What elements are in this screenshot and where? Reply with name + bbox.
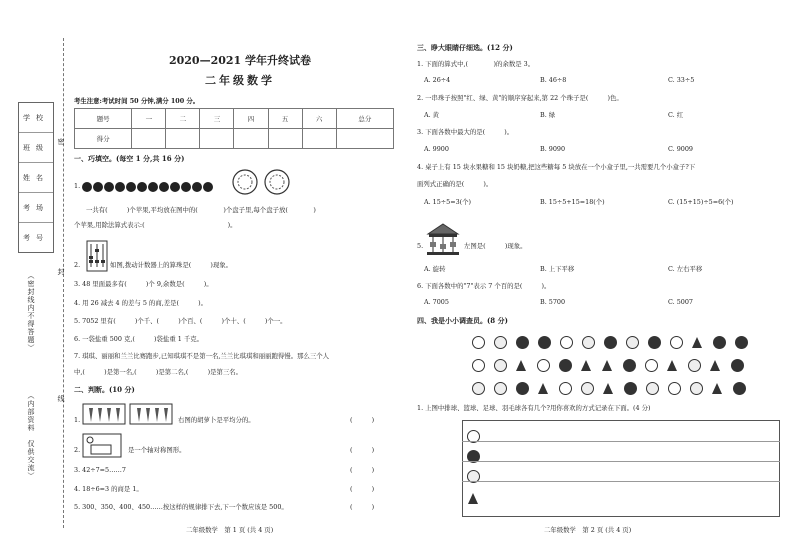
basketball-icon	[559, 359, 572, 372]
survey-question: 1. 上图中排球、篮球、足球、羽毛球各有几个?用你喜欢的方式记录在下面。(4 分)	[417, 404, 651, 412]
info-number: 考号	[23, 233, 49, 242]
q5-text: 5. 7052 里有( )个千、( )个百、( )个十、( )个一。	[74, 317, 287, 325]
basketball-icon	[516, 382, 529, 395]
record-area[interactable]	[462, 420, 780, 517]
score-cell[interactable]	[132, 129, 166, 149]
line-label: 线	[57, 395, 65, 403]
volleyball-icon	[645, 359, 658, 372]
judge-4-text: 4. 18÷6=3 的商是 1。	[74, 485, 143, 493]
score-header: 五	[268, 109, 302, 129]
score-header: 四	[234, 109, 268, 129]
mc1-option-b[interactable]: B. 46÷8	[540, 76, 567, 84]
cut-label: 封	[57, 268, 65, 276]
judge-2-number: 2.	[74, 446, 81, 454]
shuttlecock-icon	[516, 360, 526, 371]
soccer-ball-icon	[688, 359, 701, 372]
seal-line	[63, 38, 64, 528]
section1-title: 一、巧填空。(每空 1 分,共 16 分)	[74, 154, 185, 163]
mc3-option-c[interactable]: C. 9009	[668, 145, 693, 153]
soccer-ball-icon	[582, 336, 595, 349]
apple-icon	[170, 182, 180, 192]
score-header: 六	[302, 109, 336, 129]
basketball-icon	[604, 336, 617, 349]
volleyball-icon	[670, 336, 683, 349]
page-title: 2020—2021 学年升终试卷	[168, 54, 312, 67]
mc2-option-a[interactable]: A. 黄	[424, 111, 440, 119]
plates-figure	[232, 168, 302, 198]
abacus-icon	[86, 240, 108, 272]
mc2-option-c[interactable]: C. 红	[668, 111, 684, 119]
soccer-ball-icon	[494, 382, 507, 395]
basketball-icon	[713, 336, 726, 349]
mc6-text: 6. 下面各数中的"7"表示 7 个百的是( )。	[417, 282, 551, 290]
mc1-text: 1. 下面的算式中,( )的余数是 3。	[417, 60, 535, 68]
q6-text: 6. 一袋盐重 500 克,( )袋盐重 1 千克。	[74, 335, 204, 343]
judge-1-mark[interactable]: ( )	[350, 416, 375, 424]
exam-note: 考生注意:考试时间 50 分钟,满分 100 分。	[74, 97, 200, 105]
q3-text: 3. 48 里面最多有( )个 9,余数是( )。	[74, 280, 213, 288]
q1-line-b: 个苹果,用除法算式表示:( )。	[74, 221, 237, 229]
basketball-icon	[624, 382, 637, 395]
mc3-text: 3. 下面各数中最大的是( )。	[417, 128, 514, 136]
mc5-text: 左图是( )现象。	[464, 242, 527, 250]
apple-icon	[192, 182, 202, 192]
info-name: 姓名	[19, 163, 53, 193]
shuttlecock-icon	[603, 383, 613, 394]
judge-2-mark[interactable]: ( )	[350, 446, 375, 454]
q7-line-a: 7. 琪琪、丽丽和兰兰比赛跑步,已知琪琪不是第一名,兰兰比琪琪和丽丽跑得慢。那么三个人	[74, 352, 330, 360]
mc3-option-b[interactable]: B. 9090	[540, 145, 566, 153]
apple-icon	[181, 182, 191, 192]
mc3-option-a[interactable]: A. 9900	[424, 145, 449, 153]
footer-left: 二年级数学 第 1 页 (共 4 页)	[186, 526, 274, 534]
record-row-basketball	[467, 446, 489, 465]
q2-number: 2.	[74, 261, 81, 269]
shuttlecock-icon	[710, 360, 720, 371]
carrots-figure	[82, 403, 174, 425]
mc6-option-b[interactable]: B. 5700	[540, 298, 566, 306]
soccer-ball-icon	[494, 359, 507, 372]
section4-title: 四、我是小小调查员。(8 分)	[417, 316, 508, 325]
soccer-ball-icon	[690, 382, 703, 395]
shuttlecock-icon	[581, 360, 591, 371]
mc1-option-c[interactable]: C. 33÷5	[668, 76, 695, 84]
record-divider	[462, 481, 780, 482]
basketball-icon	[538, 336, 551, 349]
seal-note: （密封线内不得答题）	[27, 272, 35, 352]
mc4-option-b[interactable]: B. 15÷5+15=18(个)	[540, 198, 605, 206]
apple-icon	[148, 182, 158, 192]
judge-3-mark[interactable]: ( )	[350, 466, 375, 474]
info-school: 学校	[19, 103, 53, 133]
mc5-option-b[interactable]: B. 上下平移	[540, 265, 575, 273]
shuttlecock-icon	[712, 383, 722, 394]
q1-number: 1.	[74, 182, 81, 190]
record-row-volleyball	[467, 426, 489, 445]
mc6-option-a[interactable]: A. 7005	[424, 298, 449, 306]
volleyball-icon	[559, 382, 572, 395]
basketball-icon	[731, 359, 744, 372]
internal-note: （内部资料 仅供交流）	[27, 392, 35, 480]
apple-icon	[104, 182, 114, 192]
basketball-icon	[623, 359, 636, 372]
info-room: 考场	[19, 193, 53, 223]
soccer-ball-icon	[581, 382, 594, 395]
balls-row-1	[472, 332, 757, 351]
score-cell[interactable]	[234, 129, 268, 149]
student-info-box	[18, 102, 54, 253]
basketball-icon	[648, 336, 661, 349]
judge-1-number: 1.	[74, 416, 81, 424]
soccer-ball-icon	[494, 336, 507, 349]
seal-label: 密	[57, 138, 65, 146]
balls-row-3	[472, 378, 755, 397]
score-header: 总分	[336, 109, 393, 129]
plate-icon	[265, 170, 289, 194]
apple-icon	[93, 182, 103, 192]
score-header: 二	[166, 109, 200, 129]
basketball-icon	[733, 382, 746, 395]
apple-icon	[82, 182, 92, 192]
balls-row-2	[472, 355, 753, 374]
q7-line-b: 中,( )是第一名,( )是第二名,( )是第三名。	[74, 368, 243, 376]
score-header: 三	[200, 109, 234, 129]
basketball-icon	[735, 336, 748, 349]
score-table	[74, 108, 394, 149]
score-cell[interactable]	[200, 129, 234, 149]
soccer-ball-icon	[646, 382, 659, 395]
record-divider	[462, 441, 780, 442]
basketball-icon	[516, 336, 529, 349]
mc1-option-a[interactable]: A. 26÷4	[424, 76, 451, 84]
q4-text: 4. 用 26 减去 4 的差与 5 的商,差是( )。	[74, 299, 208, 307]
volleyball-icon	[560, 336, 573, 349]
section3-title: 三、睁大眼睛仔细选。(12 分)	[417, 43, 513, 52]
q2-text: 如图,拨动计数器上的算珠是( )现象。	[110, 261, 233, 269]
info-class: 班级	[19, 133, 53, 163]
mc4-line-b: 面列式正确的是( )。	[417, 180, 493, 188]
judge-4-mark[interactable]: ( )	[350, 485, 375, 493]
footer-right: 二年级数学 第 2 页 (共 4 页)	[544, 526, 632, 534]
score-cell[interactable]	[302, 129, 336, 149]
mc4-option-c[interactable]: C. (15+15)÷5=6(个)	[668, 198, 734, 206]
score-header: 题号	[75, 109, 132, 129]
record-row-shuttlecock	[468, 488, 489, 507]
mc5-option-a[interactable]: A. 旋转	[424, 265, 446, 273]
score-header: 一	[132, 109, 166, 129]
apple-icon	[137, 182, 147, 192]
apple-icon	[159, 182, 169, 192]
apples-figure	[82, 177, 214, 196]
mc2-text: 2. 一串珠子按照"红、绿、黄"的顺序穿起来,第 22 个珠子是( )色。	[417, 94, 623, 102]
mc4-option-a[interactable]: A. 15÷5=3(个)	[424, 198, 472, 206]
judge-3-text: 3. 42÷7=5……7	[74, 466, 126, 474]
volleyball-icon	[472, 336, 485, 349]
section2-title: 二、判断。(10 分)	[74, 385, 135, 394]
volleyball-icon	[668, 382, 681, 395]
judge-1-text: 右图的胡萝卜是平均分的。	[178, 416, 255, 424]
q1-line-a: 一共有( )个苹果,平均放在图中的( )个盘子里,每个盘子放( )	[86, 206, 316, 214]
soccer-ball-icon	[472, 382, 485, 395]
shape-figure	[82, 433, 124, 459]
mc5-number: 5.	[417, 242, 424, 250]
judge-5-text: 5. 300、350、400、450……按这样的规律排下去,下一个数应该是 500。	[74, 503, 288, 511]
page-subtitle: 二年级数学	[205, 74, 275, 87]
judge-2-text: 是一个轴对称图形。	[128, 446, 186, 454]
volleyball-icon	[472, 359, 485, 372]
score-cell[interactable]	[336, 129, 393, 149]
shuttlecock-icon	[602, 360, 612, 371]
apple-icon	[203, 182, 213, 192]
record-divider	[462, 461, 780, 462]
soccer-ball-icon	[626, 336, 639, 349]
mc6-option-c[interactable]: C. 5007	[668, 298, 693, 306]
plate-icon	[233, 170, 257, 194]
apple-icon	[115, 182, 125, 192]
shuttlecock-icon	[538, 383, 548, 394]
mc5-option-c[interactable]: C. 左右平移	[668, 265, 703, 273]
binding-strip	[0, 0, 70, 551]
apple-icon	[126, 182, 136, 192]
score-cell[interactable]	[166, 129, 200, 149]
judge-5-mark[interactable]: ( )	[350, 503, 375, 511]
carousel-icon	[425, 222, 461, 256]
mc4-line-a: 4. 桌子上有 15 块水果糖和 15 块奶糖,把这些糖每 5 块放在一个小盒子里,一共需要几个小盒子?下	[417, 163, 696, 171]
shuttlecock-icon	[468, 493, 478, 504]
score-row-label: 得分	[75, 129, 132, 149]
shuttlecock-icon	[667, 360, 677, 371]
volleyball-icon	[537, 359, 550, 372]
shuttlecock-icon	[692, 337, 702, 348]
mc2-option-b[interactable]: B. 绿	[540, 111, 556, 119]
record-row-soccer	[467, 466, 489, 485]
score-cell[interactable]	[268, 129, 302, 149]
